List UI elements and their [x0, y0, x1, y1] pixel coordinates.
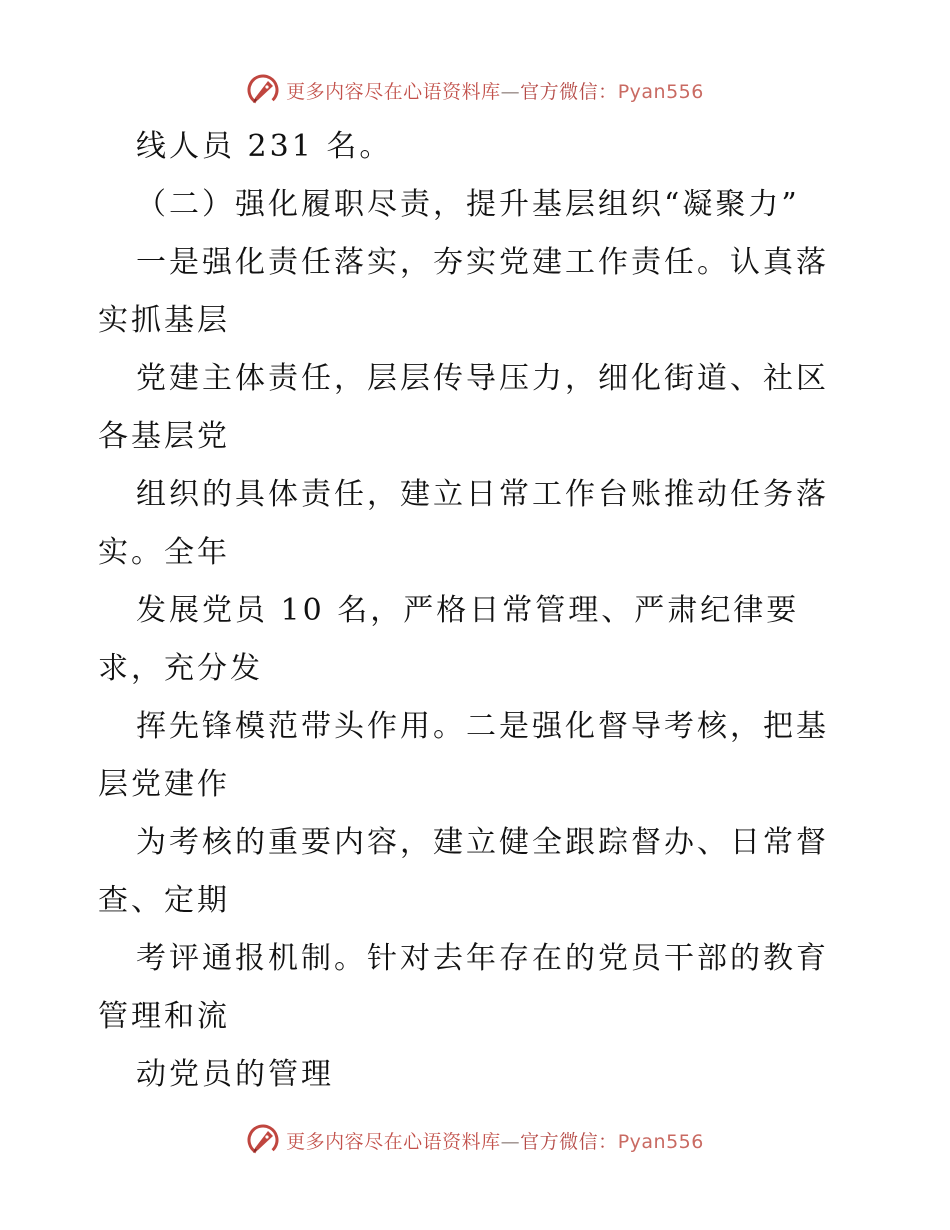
- text-line: 为考核的重要内容，建立健全跟踪督办、日常督: [136, 825, 829, 860]
- text-line: 查、定期: [98, 883, 230, 918]
- header-banner: [0, 70, 950, 110]
- banner-text: [286, 77, 704, 104]
- text-line: 实抓基层: [98, 303, 230, 338]
- text-line: 党建主体责任，层层传导压力，细化街道、社区: [136, 361, 829, 396]
- text-line: 发展党员 10 名，严格日常管理、严肃纪律要: [136, 593, 800, 628]
- footer-banner: [0, 1120, 950, 1160]
- pen-nib-logo-icon: [246, 73, 280, 107]
- banner-wechat-label: 官方微信：: [520, 1130, 618, 1153]
- banner-wechat-id: Pyan556: [617, 1130, 704, 1153]
- text-line: 挥先锋模范带头作用。二是强化督导考核，把基: [136, 709, 829, 744]
- text-line: 管理和流: [98, 999, 230, 1034]
- footer-banner-content: [246, 1123, 704, 1157]
- text-line: 考评通报机制。针对去年存在的党员干部的教育: [136, 941, 829, 976]
- text-line: 线人员 231 名。: [136, 129, 393, 164]
- text-line: 求，充分发: [98, 651, 263, 686]
- banner-text: [286, 1127, 704, 1154]
- document-body: [98, 118, 858, 1104]
- banner-wechat-id: Pyan556: [617, 80, 704, 103]
- text-line: 动党员的管理: [136, 1057, 334, 1092]
- text-line: 层党建作: [98, 767, 230, 802]
- text-line: 一是强化责任落实，夯实党建工作责任。认真落: [136, 245, 829, 280]
- text-line: 实。全年: [98, 535, 230, 570]
- banner-dash: —: [500, 80, 521, 103]
- banner-dash: —: [500, 1130, 521, 1153]
- text-line: 各基层党: [98, 419, 230, 454]
- banner-wechat-label: 官方微信：: [520, 80, 618, 103]
- pen-nib-logo-icon: [246, 1123, 280, 1157]
- banner-site-text: 更多内容尽在心语资料库: [286, 80, 501, 103]
- banner-site-text: 更多内容尽在心语资料库: [286, 1130, 501, 1153]
- text-line: 组织的具体责任，建立日常工作台账推动任务落: [136, 477, 829, 512]
- header-banner-content: [246, 73, 704, 107]
- text-line: （二）强化履职尽责，提升基层组织“凝聚力”: [136, 187, 800, 222]
